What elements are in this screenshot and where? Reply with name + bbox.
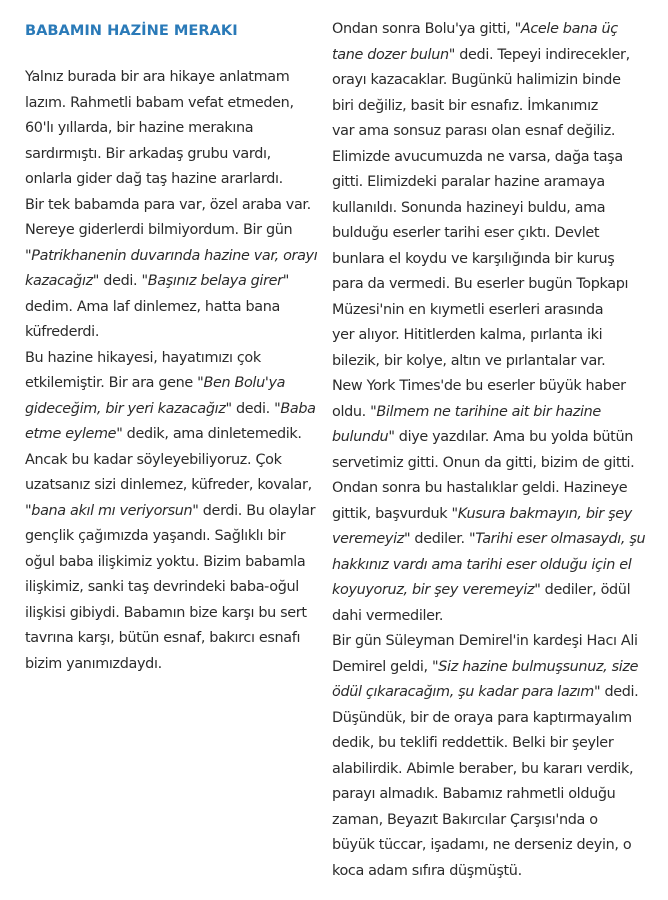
text-line [25, 652, 317, 678]
text-line [332, 629, 645, 655]
text-segment: " dedi. Tepeyi indirecekler, [448, 46, 630, 63]
text-line [332, 578, 645, 604]
text-segment: Bir tek babamda para var, özel araba var. [25, 196, 311, 213]
text-line [332, 221, 645, 247]
text-line [332, 451, 645, 477]
text-line [332, 782, 645, 808]
italic-quote-segment: Patrikhanenin duvarında hazine var, orayı [31, 247, 318, 264]
text-segment: " dediler. " [403, 531, 476, 547]
text-line [25, 346, 317, 372]
text-segment: " [25, 247, 32, 264]
text-segment: Bu hazine hikayesi, hayatımızı çok [25, 349, 261, 366]
italic-quote-segment: hakkınız vardı ama tarihi eser olduğu için el [332, 556, 632, 573]
text-line [332, 298, 645, 324]
text-line [25, 193, 317, 219]
text-line [332, 476, 645, 502]
text-line [332, 374, 645, 400]
text-segment: Bir gün Süleyman Demirel'in kardeşi Hacı Ali [332, 633, 638, 649]
text-line [25, 524, 317, 550]
text-segment: Ondan sonra bu hastalıklar geldi. Hazineye [332, 480, 628, 496]
text-line [332, 272, 645, 298]
text-line [25, 422, 317, 448]
text-line [332, 425, 645, 451]
text-line [25, 142, 317, 168]
text-segment: Yalnız burada bir ara hikaye anlatmam [25, 69, 290, 85]
text-segment: 60'lı yıllarda, bir hazine merakına [25, 120, 254, 136]
text-segment: " derdi. Bu olaylar [192, 502, 316, 519]
text-line [332, 808, 645, 834]
italic-quote-segment: etme eyleme [25, 426, 117, 442]
text-segment: büyük tüccar, işadamı, ne derseniz deyin, o [332, 837, 632, 853]
text-line [332, 527, 645, 553]
italic-quote-segment: ödül çıkaracağım, şu kadar para lazım [332, 684, 594, 700]
text-line [332, 196, 645, 222]
text-line [25, 295, 317, 321]
italic-quote-segment: koyuyoruz, bir şey veremeyiz [332, 582, 535, 598]
text-segment: Ondan sonra Bolu'ya gitti, " [332, 21, 521, 37]
italic-quote-segment: tane dozer bulun [332, 46, 449, 63]
italic-quote-segment: kazacağız [25, 273, 93, 289]
text-segment: " dedi. " [225, 400, 281, 417]
text-line [25, 269, 317, 295]
text-segment: " dedik, ama dinletemedik. [116, 426, 302, 442]
text-line [25, 371, 317, 397]
text-segment: " diye yazdılar. Ama bu yolda bütün [388, 429, 633, 445]
text-line [25, 499, 317, 525]
text-segment: oldu. " [332, 403, 377, 420]
text-segment: New York Times'de bu eserler büyük haber [332, 378, 626, 394]
text-line [332, 655, 645, 681]
text-segment: " dedi. [593, 684, 639, 700]
text-line [25, 91, 317, 117]
text-segment: gençlik çağımızda yaşandı. Sağlıklı bir [25, 528, 286, 544]
text-segment: biri değiliz, basit bir esnafız. İmkanımız [332, 97, 598, 114]
italic-quote-segment: bulundu [332, 429, 389, 445]
text-line [25, 116, 317, 142]
text-line [332, 170, 645, 196]
text-line [25, 473, 317, 499]
italic-quote-segment: Baba [280, 400, 316, 417]
italic-quote-segment: Acele bana üç [520, 21, 618, 37]
text-line [332, 400, 645, 426]
text-segment: etkilemiştir. Bir ara gene " [25, 375, 204, 391]
text-segment: kullanıldı. Sonunda hazineyi buldu, ama [332, 199, 606, 216]
text-line [25, 626, 317, 652]
article-heading: BABAMIN HAZİNE MERAKI [25, 22, 238, 39]
text-line [25, 65, 317, 91]
italic-quote-segment: Siz hazine bulmuşsunuz, size [438, 658, 639, 675]
italic-quote-segment: Tarihi eser olmasaydı, şu [475, 531, 646, 547]
text-line [332, 43, 645, 69]
italic-quote-segment: Başınız belaya girer [147, 273, 283, 289]
text-line [332, 68, 645, 94]
text-segment: koca adam sıfıra düşmüştü. [332, 862, 522, 879]
text-line [332, 145, 645, 171]
italic-quote-segment: Kusura bakmayın, bir şey [457, 505, 632, 522]
text-line [332, 757, 645, 783]
text-line [332, 706, 645, 732]
text-segment: para da vermedi. Bu eserler bugün Topkapı [332, 276, 629, 292]
text-segment: " [25, 502, 32, 519]
text-line [332, 731, 645, 757]
italic-quote-segment: bana akıl mı veriyorsun [31, 502, 193, 519]
text-segment: Ancak bu kadar söyleyebiliyoruz. Çok [25, 451, 282, 468]
text-segment: " [282, 273, 289, 289]
text-segment: bunlara el koydu ve karşılığında bir kuruş [332, 250, 615, 267]
italic-quote-segment: veremeyiz [332, 531, 404, 547]
text-segment: ilişkisi gibiydi. Babamın bize karşı bu sert [25, 604, 307, 621]
text-segment: tavrına karşı, bütün esnaf, bakırcı esnafı [25, 630, 301, 646]
text-segment: küfrederdi. [25, 324, 100, 340]
text-segment: servetimiz gitti. Onun da gitti, bizim de gitti. [332, 454, 635, 471]
italic-quote-segment: gideceğim, bir yeri kazacağız [25, 400, 226, 417]
text-segment: uzatsanız sizi dinlemez, küfreder, kovalar, [25, 477, 312, 493]
text-segment: Müzesi'nin en kıymetli eserleri arasında [332, 301, 604, 318]
text-segment: bulduğu eserler tarihi eser çıktı. Devlet [332, 225, 600, 241]
text-segment: zaman, Beyazıt Bakırcılar Çarşısı'nda o [332, 811, 598, 828]
text-segment: Demirel geldi, " [332, 658, 439, 675]
text-line [332, 94, 645, 120]
text-line [332, 833, 645, 859]
text-line [25, 397, 317, 423]
left-column-text [25, 65, 317, 677]
text-segment: oğul baba ilişkimiz yoktu. Bizim babamla [25, 553, 306, 570]
text-segment: yer alıyor. Hititlerden kalma, pırlanta iki [332, 327, 603, 343]
text-line [332, 323, 645, 349]
text-line [25, 167, 317, 193]
text-segment: Düşündük, bir de oraya para kaptırmayalım [332, 709, 632, 726]
italic-quote-segment: Ben Bolu'ya [203, 375, 286, 391]
text-segment: " dedi. " [92, 273, 148, 289]
text-segment: var ama sonsuz parası olan esnaf değiliz. [332, 123, 616, 139]
text-line [25, 320, 317, 346]
text-segment: gitti. Elimizdeki paralar hazine aramaya [332, 174, 605, 190]
text-line [332, 553, 645, 579]
text-line [25, 601, 317, 627]
text-segment: sardırmıştı. Bir arkadaş grubu vardı, [25, 145, 271, 162]
text-segment: orayı kazacaklar. Bugünkü halimizin binde [332, 72, 621, 88]
text-line [25, 550, 317, 576]
text-segment: alabilirdik. Abimle beraber, bu kararı verdik, [332, 760, 634, 777]
text-segment: lazım. Rahmetli babam vefat etmeden, [25, 94, 294, 111]
text-segment: gittik, başvurduk " [332, 505, 458, 522]
text-segment: ilişkimiz, sanki taş devrindeki baba-oğul [25, 579, 299, 595]
text-line [25, 575, 317, 601]
text-line [25, 218, 317, 244]
text-segment: Elimizde avucumuzda ne varsa, dağa taşa [332, 148, 623, 165]
text-segment: onlarla gider dağ taş hazine ararlardı. [25, 171, 283, 187]
text-line [332, 859, 645, 885]
text-line [332, 247, 645, 273]
text-segment: Nereye giderlerdi bilmiyordum. Bir gün [25, 222, 293, 238]
text-line [332, 119, 645, 145]
text-line [332, 349, 645, 375]
text-line [25, 448, 317, 474]
text-segment: dedim. Ama laf dinlemez, hatta bana [25, 298, 280, 315]
text-line [25, 244, 317, 270]
text-line [332, 17, 645, 43]
text-segment: dahi vermediler. [332, 607, 444, 624]
text-segment: " dediler, ödül [534, 582, 631, 598]
text-line [332, 502, 645, 528]
text-line [332, 604, 645, 630]
text-segment: parayı almadık. Babamız rahmetli olduğu [332, 786, 616, 802]
right-column-text [332, 17, 645, 884]
text-segment: dedik, bu teklifi reddettik. Belki bir şeyler [332, 735, 614, 751]
text-segment: bizim yanımızdaydı. [25, 655, 162, 672]
text-segment: bilezik, bir kolye, altın ve pırlantalar var. [332, 352, 606, 369]
text-line [332, 680, 645, 706]
italic-quote-segment: Bilmem ne tarihine ait bir hazine [376, 403, 601, 420]
